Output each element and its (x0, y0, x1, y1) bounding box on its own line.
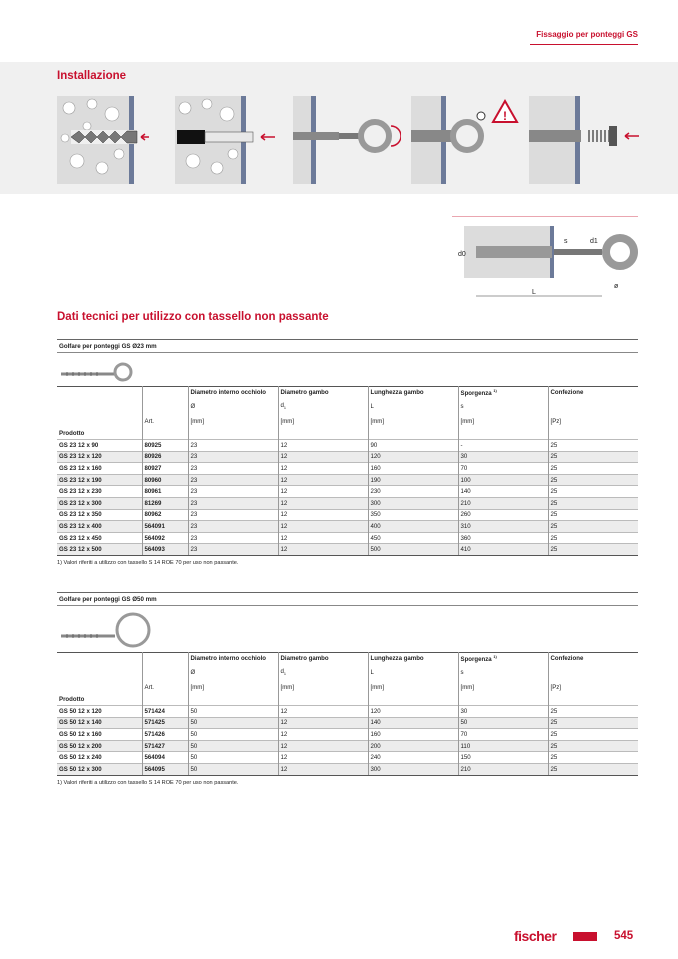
table-cell: 25 (548, 440, 638, 452)
table-cell: 12 (278, 717, 368, 729)
table-cell: 23 (188, 486, 278, 498)
col-header-shank-diameter: Diametro gambo (278, 387, 368, 399)
col-unit-shank: [mm] (278, 414, 368, 429)
table-row (57, 717, 638, 729)
table-cell: 300 (368, 497, 458, 509)
product-table (57, 386, 638, 556)
article-number-cell: 81269 (142, 497, 188, 509)
article-number-cell: 80925 (142, 440, 188, 452)
header-divider (530, 44, 638, 45)
article-number-cell: 80961 (142, 486, 188, 498)
table-cell: 25 (548, 717, 638, 729)
svg-text:!: ! (503, 109, 507, 123)
table-cell: 25 (548, 521, 638, 533)
table-cell: 25 (548, 474, 638, 486)
table-cell: 23 (188, 532, 278, 544)
col-symbol-package (548, 399, 638, 414)
table-row (57, 463, 638, 475)
table-cell: 23 (188, 463, 278, 475)
col-symbol-projection: s (458, 665, 548, 680)
table-cell: 23 (188, 544, 278, 556)
table-cell: 12 (278, 509, 368, 521)
product-name-cell: GS 50 12 x 160 (57, 729, 142, 741)
col-header-product: Prodotto (59, 696, 85, 704)
table-cell: 50 (458, 717, 548, 729)
table-row (57, 706, 638, 718)
diagram-label-d0: d0 (458, 251, 466, 258)
table-cell: 12 (278, 440, 368, 452)
table-cell: 25 (548, 463, 638, 475)
product-name-cell: GS 23 12 x 160 (57, 463, 142, 475)
table-cell: 50 (188, 752, 278, 764)
product-name-cell: GS 50 12 x 140 (57, 717, 142, 729)
table-cell: 120 (368, 451, 458, 463)
table-cell: 25 (548, 486, 638, 498)
table-cell: 70 (458, 729, 548, 741)
table-cell: 12 (278, 752, 368, 764)
product-name-cell: GS 23 12 x 90 (57, 440, 142, 452)
table-cell: 410 (458, 544, 548, 556)
table-cell: 12 (278, 740, 368, 752)
table-cell: 23 (188, 509, 278, 521)
table-cell: 23 (188, 474, 278, 486)
product-name-cell: GS 50 12 x 120 (57, 706, 142, 718)
col-symbol-length: L (368, 399, 458, 414)
product-image (57, 606, 638, 652)
col-symbol-shank: $d_1$ (278, 665, 368, 680)
product-title: Golfare per ponteggi GS Ø50 mm (57, 592, 638, 606)
table-cell: 12 (278, 544, 368, 556)
col-unit-shank: [mm] (278, 680, 368, 695)
install-step-plug-illustration (529, 96, 643, 184)
table-cell: 150 (458, 752, 548, 764)
product-block-gs50 (57, 592, 638, 786)
table-cell: 450 (368, 532, 458, 544)
article-number-cell: 80960 (142, 474, 188, 486)
article-number-cell: 571424 (142, 706, 188, 718)
table-cell: 25 (548, 451, 638, 463)
table-cell: 70 (458, 463, 548, 475)
install-step-anchor-illustration (175, 96, 285, 184)
col-unit-eye: [mm] (188, 414, 278, 429)
table-cell: 23 (188, 451, 278, 463)
product-table (57, 652, 638, 776)
article-number-cell: 571426 (142, 729, 188, 741)
technical-data-title: Dati tecnici per utilizzo con tassello non passante (57, 311, 329, 323)
page-number: 545 (614, 930, 634, 942)
table-row (57, 532, 638, 544)
product-name-cell: GS 23 12 x 350 (57, 509, 142, 521)
table-cell: 310 (458, 521, 548, 533)
table-cell: 240 (368, 752, 458, 764)
table-cell: 12 (278, 463, 368, 475)
col-unit-length: [mm] (368, 680, 458, 695)
table-cell: 25 (548, 509, 638, 521)
col-header-shank-length: Lunghezza gambo (368, 387, 458, 399)
col-header-art: Art. (142, 414, 188, 429)
table-cell: 50 (188, 717, 278, 729)
table-cell: 500 (368, 544, 458, 556)
table-footnote: 1) Valori riferiti a utilizzo con tassello S 14 ROE 70 per uso non passante. (57, 779, 239, 786)
table-cell: 25 (548, 532, 638, 544)
col-unit-package: [Pz] (548, 680, 638, 695)
product-name-cell: GS 23 12 x 500 (57, 544, 142, 556)
table-row (57, 544, 638, 556)
table-cell: 12 (278, 486, 368, 498)
table-cell: 12 (278, 521, 368, 533)
table-cell: 90 (368, 440, 458, 452)
article-number-cell: 80927 (142, 463, 188, 475)
product-name-cell: GS 23 12 x 400 (57, 521, 142, 533)
table-cell: 100 (458, 474, 548, 486)
article-number-cell: 564091 (142, 521, 188, 533)
col-unit-projection: [mm] (458, 414, 548, 429)
col-symbol-eye: Ø (188, 665, 278, 680)
product-name-cell: GS 23 12 x 120 (57, 451, 142, 463)
table-cell: 190 (368, 474, 458, 486)
table-cell: 160 (368, 463, 458, 475)
install-step-drill-illustration (57, 96, 149, 184)
col-header-package: Confezione (548, 387, 638, 399)
table-cell: 12 (278, 532, 368, 544)
table-row (57, 740, 638, 752)
table-footnote: 1) Valori riferiti a utilizzo con tassello S 14 ROE 70 per uso non passante. (57, 559, 239, 566)
col-header-art: Art. (142, 680, 188, 695)
article-number-cell: 571427 (142, 740, 188, 752)
page-header-title: Fissaggio per ponteggi GS (536, 30, 638, 39)
table-cell: 300 (368, 763, 458, 775)
table-cell: 25 (548, 544, 638, 556)
install-step-check-illustration (411, 96, 519, 184)
table-cell: 140 (458, 486, 548, 498)
col-symbol-package (548, 665, 638, 680)
table-row (57, 486, 638, 498)
table-row (57, 752, 638, 764)
col-header-projection: Sporgenza $^{1)}$ (458, 653, 548, 665)
brand-logo: fischer (514, 928, 557, 944)
table-cell: 12 (278, 729, 368, 741)
table-cell: 140 (368, 717, 458, 729)
table-row (57, 451, 638, 463)
table-cell: 400 (368, 521, 458, 533)
col-header-projection: Sporgenza $^{1)}$ (458, 387, 548, 399)
table-cell: 200 (368, 740, 458, 752)
table-cell: 120 (368, 706, 458, 718)
table-cell: 25 (548, 706, 638, 718)
col-header-shank-length: Lunghezza gambo (368, 653, 458, 665)
article-number-cell: 571425 (142, 717, 188, 729)
table-row (57, 509, 638, 521)
col-unit-eye: [mm] (188, 680, 278, 695)
table-cell: 350 (368, 509, 458, 521)
col-header-eye-diameter: Diametro interno occhiolo (188, 387, 278, 399)
table-cell: 210 (458, 763, 548, 775)
col-unit-package: [Pz] (548, 414, 638, 429)
table-cell: 210 (458, 497, 548, 509)
article-number-cell: 80962 (142, 509, 188, 521)
table-row (57, 474, 638, 486)
table-cell: 25 (548, 763, 638, 775)
col-symbol-length: L (368, 665, 458, 680)
table-cell: 50 (188, 763, 278, 775)
product-title: Golfare per ponteggi GS Ø23 mm (57, 339, 638, 353)
col-symbol-projection: s (458, 399, 548, 414)
table-cell: 23 (188, 440, 278, 452)
product-name-cell: GS 50 12 x 300 (57, 763, 142, 775)
table-row (57, 440, 638, 452)
article-number-cell: 564094 (142, 752, 188, 764)
table-row (57, 521, 638, 533)
product-name-cell: GS 50 12 x 200 (57, 740, 142, 752)
product-name-cell: GS 23 12 x 300 (57, 497, 142, 509)
diagram-label-d1: d1 (590, 238, 598, 245)
table-row (57, 729, 638, 741)
table-cell: 12 (278, 451, 368, 463)
col-unit-projection: [mm] (458, 680, 548, 695)
table-cell: 230 (368, 486, 458, 498)
table-cell: 25 (548, 729, 638, 741)
table-cell: 50 (188, 740, 278, 752)
article-number-cell: 564093 (142, 544, 188, 556)
table-cell: 25 (548, 752, 638, 764)
table-cell: 30 (458, 706, 548, 718)
table-cell: 360 (458, 532, 548, 544)
article-number-cell: 564092 (142, 532, 188, 544)
col-unit-length: [mm] (368, 414, 458, 429)
product-name-cell: GS 50 12 x 240 (57, 752, 142, 764)
product-name-cell: GS 23 12 x 230 (57, 486, 142, 498)
table-cell: 50 (188, 729, 278, 741)
table-cell: 23 (188, 497, 278, 509)
installation-title: Installazione (57, 70, 127, 82)
col-header-product: Prodotto (59, 430, 85, 438)
article-number-cell: 564095 (142, 763, 188, 775)
table-cell: 25 (548, 497, 638, 509)
article-number-cell: 80926 (142, 451, 188, 463)
table-cell: 12 (278, 763, 368, 775)
product-name-cell: GS 23 12 x 450 (57, 532, 142, 544)
table-cell: - (458, 440, 548, 452)
diagram-label-s: s (564, 238, 568, 245)
product-block-gs23 (57, 339, 638, 566)
table-cell: 25 (548, 740, 638, 752)
product-name-cell: GS 23 12 x 190 (57, 474, 142, 486)
table-cell: 23 (188, 521, 278, 533)
col-symbol-shank: $d_1$ (278, 399, 368, 414)
table-cell: 260 (458, 509, 548, 521)
install-step-screw-illustration (293, 96, 401, 184)
brand-logo-mark (573, 932, 597, 941)
col-header-shank-diameter: Diametro gambo (278, 653, 368, 665)
col-header-package: Confezione (548, 653, 638, 665)
table-cell: 12 (278, 706, 368, 718)
diagram-label-diameter: ø (614, 283, 619, 290)
diagram-label-L: L (532, 289, 536, 296)
table-row (57, 763, 638, 775)
eye-bolt-large-icon (57, 606, 157, 652)
table-cell: 160 (368, 729, 458, 741)
col-header-eye-diameter: Diametro interno occhiolo (188, 653, 278, 665)
technical-dimension-diagram (452, 216, 642, 302)
table-cell: 50 (188, 706, 278, 718)
col-symbol-eye: Ø (188, 399, 278, 414)
table-row (57, 497, 638, 509)
table-cell: 110 (458, 740, 548, 752)
eye-bolt-small-icon (57, 353, 137, 386)
table-cell: 12 (278, 497, 368, 509)
table-cell: 12 (278, 474, 368, 486)
product-image (57, 353, 638, 386)
table-cell: 30 (458, 451, 548, 463)
